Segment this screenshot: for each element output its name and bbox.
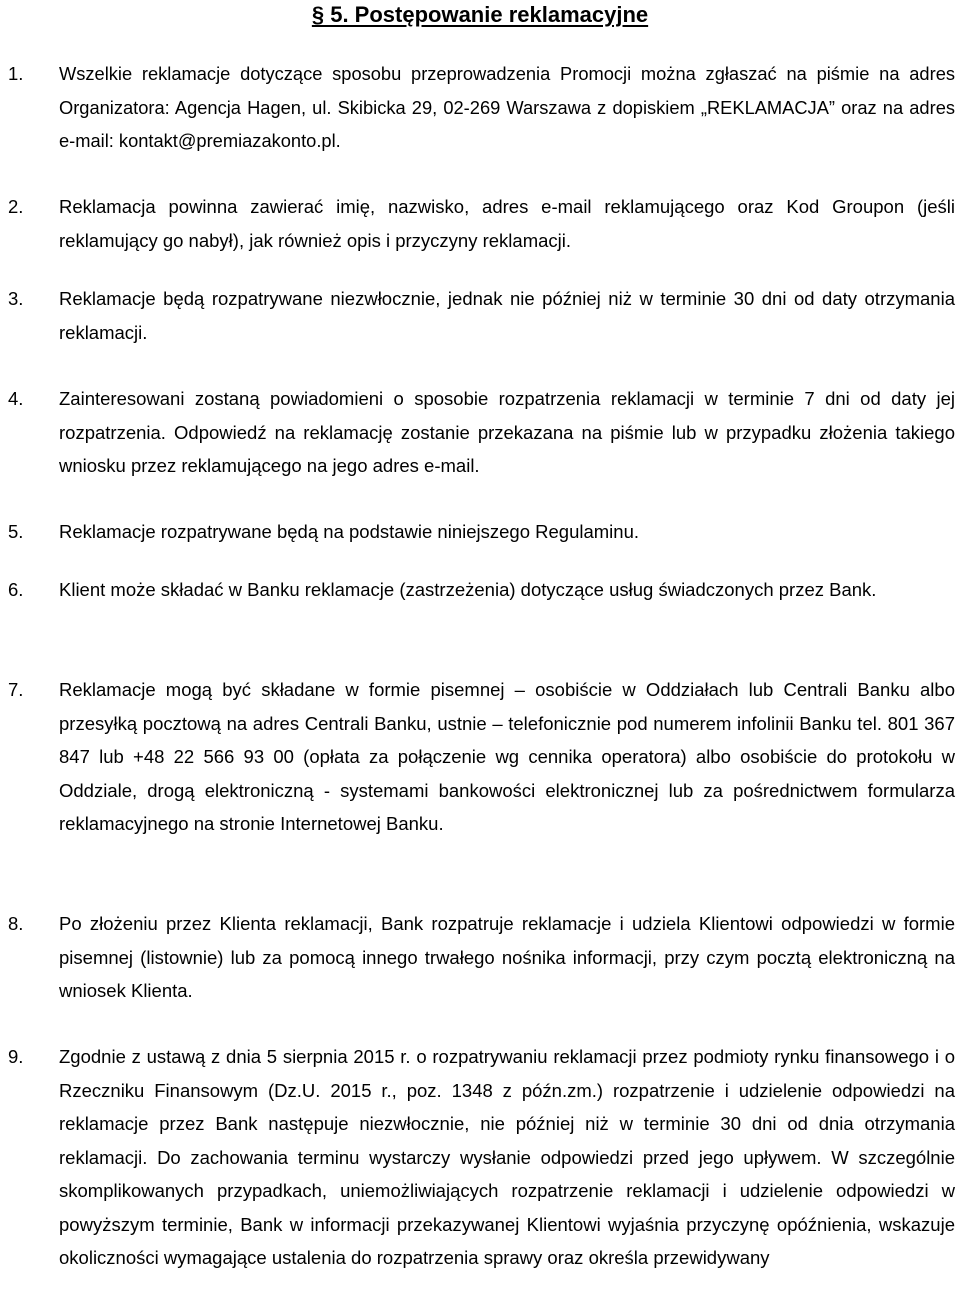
item-text: Klient może składać w Banku reklamacje (zastrzeżenia) dotyczące usług świadczonych przez Bank. xyxy=(59,579,877,600)
item-number: 9. xyxy=(8,1046,24,1067)
section-heading xyxy=(0,0,960,30)
item-number: 7. xyxy=(8,679,24,700)
item-number: 1. xyxy=(8,63,24,84)
item-text: Zgodnie z ustawą z dnia 5 sierpnia 2015 r. o rozpatrywaniu reklamacji przez podmioty rynku finansowego i o Rzeczniku Finansowym (Dz.U. 2015 r., poz. 1348 z późn.zm.) rozpatrzenie i udzielenie odpowiedzi na reklamacje przez Bank następuje niezwłocznie, nie później niż w terminie 30 dni od dnia otrzymania reklamacji. Do zachowania terminu wystarczy wysłanie odpowiedzi przed jego upływem. W szczególnie skomplikowanych przypadkach, uniemożliwiających rozpatrzenie reklamacji i udzielenie odpowiedzi w powyższym terminie, Bank w informacji przekazywanej Klientowi wyjaśnia przyczynę opóźnienia, wskazuje okoliczności wymagające ustalenia do rozpatrzenia sprawy oraz określa przewidywany xyxy=(59,1046,955,1268)
item-text: Wszelkie reklamacje dotyczące sposobu przeprowadzenia Promocji można zgłaszać na piśmie na adres Organizatora: Agencja Hagen, ul. Skibicka 29, 02-269 Warszawa z dopiskiem „REKLAMACJA” oraz na adres e-mail: kontakt@premiazakonto.pl. xyxy=(59,63,955,151)
item-text: Reklamacje będą rozpatrywane niezwłocznie, jednak nie później niż w terminie 30 dni od daty otrzymania reklamacji. xyxy=(59,288,955,343)
item-number: 6. xyxy=(8,579,24,600)
item-number: 3. xyxy=(8,288,24,309)
item-number: 2. xyxy=(8,196,24,217)
item-text: Zainteresowani zostaną powiadomieni o sposobie rozpatrzenia reklamacji w terminie 7 dni od daty jej rozpatrzenia. Odpowiedź na reklamację zostanie przekazana na piśmie lub w przypadku złożenia takiego wniosku przez reklamującego na jego adres e-mail. xyxy=(59,388,955,476)
item-number: 8. xyxy=(8,913,24,934)
item-text: Reklamacje rozpatrywane będą na podstawie niniejszego Regulaminu. xyxy=(59,521,640,542)
item-text: Reklamacja powinna zawierać imię, nazwisko, adres e-mail reklamującego oraz Kod Groupon (jeśli reklamujący go nabył), jak również opis i przyczyny reklamacji. xyxy=(59,196,955,251)
item-text: Po złożeniu przez Klienta reklamacji, Bank rozpatruje reklamacje i udziela Klientowi odpowiedzi w formie pisemnej (listownie) lub za pomocą innego trwałego nośnika informacji, przy czym pocztą elektroniczną na wniosek Klienta. xyxy=(59,913,955,1001)
item-text: Reklamacje mogą być składane w formie pisemnej – osobiście w Oddziałach lub Centrali Banku albo przesyłką pocztową na adres Centrali Banku, ustnie – telefonicznie pod numerem infolinii Banku tel. 801 367 847 lub +48 22 566 93 00 (opłata za połączenie wg cennika operatora) albo osobiście do protokołu w Oddziale, drogą elektroniczną - systemami bankowości elektronicznej lub za pośrednictwem formularza reklamacyjnego na stronie Internetowej Banku. xyxy=(59,679,955,834)
item-number: 5. xyxy=(8,521,24,542)
section-title: § 5. Postępowanie reklamacyjne xyxy=(311,2,649,27)
item-number: 4. xyxy=(8,388,24,409)
